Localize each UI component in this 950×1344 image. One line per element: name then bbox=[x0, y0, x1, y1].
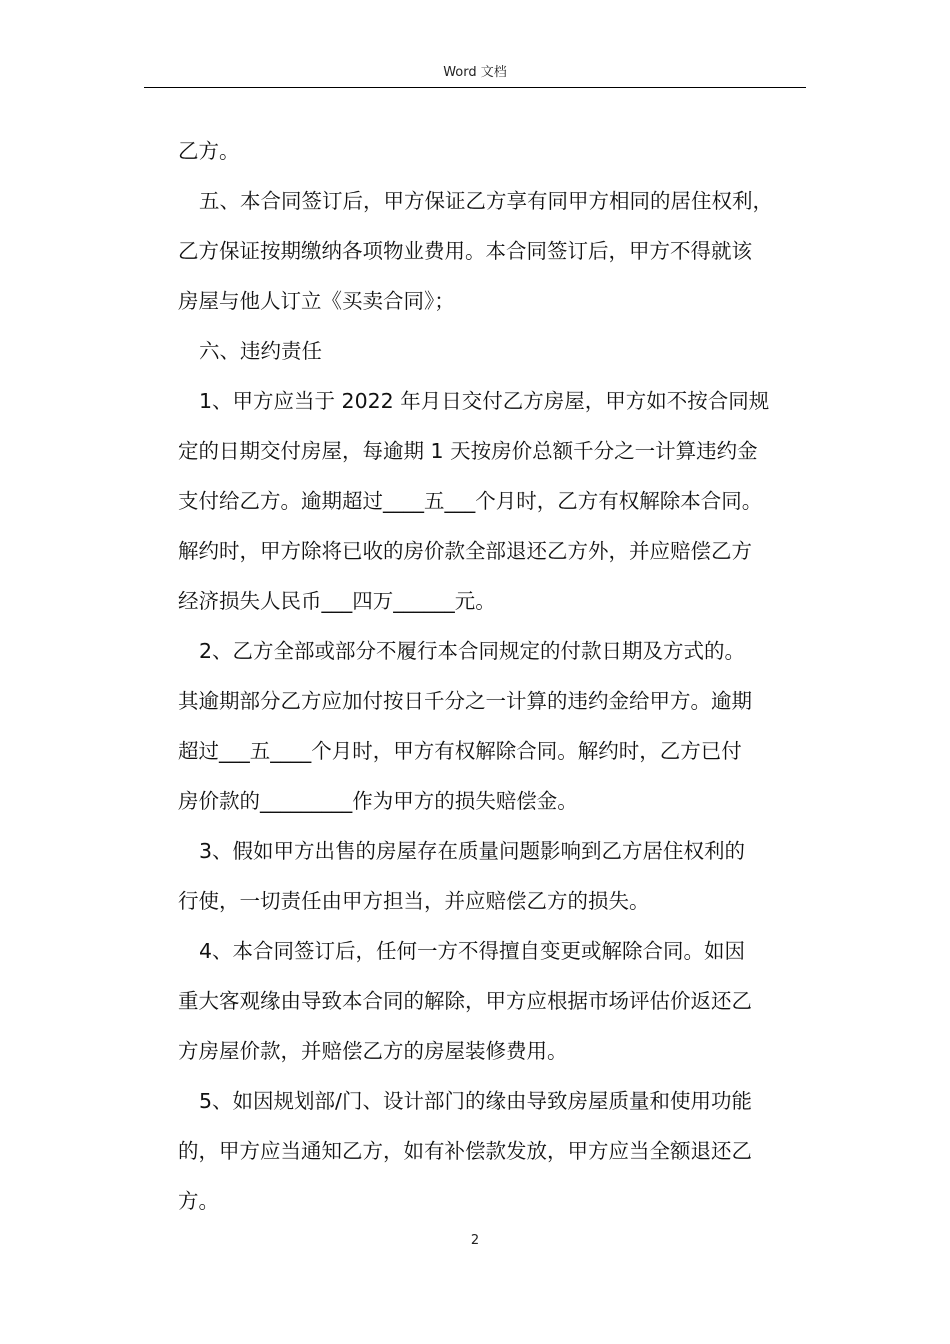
page-number: 2 bbox=[470, 1233, 480, 1248]
text-line: 重大客观缘由导致本合同的解除，甲方应根据市场评估价返还乙 bbox=[178, 989, 752, 1013]
text-line: 房价款的_________作为甲方的损失赔偿金。 bbox=[178, 789, 578, 813]
header-divider bbox=[144, 87, 806, 88]
text-line: 5、如因规划部/门、设计部门的缘由导致房屋质量和使用功能 bbox=[199, 1089, 752, 1113]
text-line: 方。 bbox=[178, 1189, 219, 1213]
text-line: 其逾期部分乙方应加付按日千分之一计算的违约金给甲方。逾期 bbox=[178, 689, 752, 713]
text-line: 五、本合同签订后，甲方保证乙方享有同甲方相同的居住权利， bbox=[199, 189, 773, 213]
page-header: Word 文档 bbox=[443, 65, 507, 80]
text-line: 支付给乙方。逾期超过____五___个月时，乙方有权解除本合同。 bbox=[178, 489, 763, 513]
text-line: 4、本合同签订后，任何一方不得擅自变更或解除合同。如因 bbox=[199, 939, 746, 963]
text-line: 解约时，甲方除将已收的房价款全部退还乙方外，并应赔偿乙方 bbox=[178, 539, 752, 563]
text-line: 2、乙方全部或部分不履行本合同规定的付款日期及方式的。 bbox=[199, 639, 746, 663]
text-line: 乙方保证按期缴纳各项物业费用。本合同签订后，甲方不得就该 bbox=[178, 239, 752, 263]
text-line: 3、假如甲方出售的房屋存在质量问题影响到乙方居住权利的 bbox=[199, 839, 746, 863]
document-body bbox=[178, 126, 808, 1226]
section-heading: 六、违约责任 bbox=[199, 339, 322, 363]
text-line: 的，甲方应当通知乙方，如有补偿款发放，甲方应当全额退还乙 bbox=[178, 1139, 752, 1163]
text-line: 方房屋价款，并赔偿乙方的房屋装修费用。 bbox=[178, 1039, 568, 1063]
text-line: 定的日期交付房屋，每逾期 1 天按房价总额千分之一计算违约金 bbox=[178, 439, 758, 463]
text-line: 超过___五____个月时，甲方有权解除合同。解约时，乙方已付 bbox=[178, 739, 742, 763]
text-line: 行使，一切责任由甲方担当，并应赔偿乙方的损失。 bbox=[178, 889, 650, 913]
text-line: 1、甲方应当于 2022 年月日交付乙方房屋，甲方如不按合同规 bbox=[199, 389, 770, 413]
text-line: 房屋与他人订立《买卖合同》； bbox=[178, 289, 455, 313]
text-line: 乙方。 bbox=[178, 139, 240, 163]
text-line: 经济损失人民币___四万______元。 bbox=[178, 589, 496, 613]
